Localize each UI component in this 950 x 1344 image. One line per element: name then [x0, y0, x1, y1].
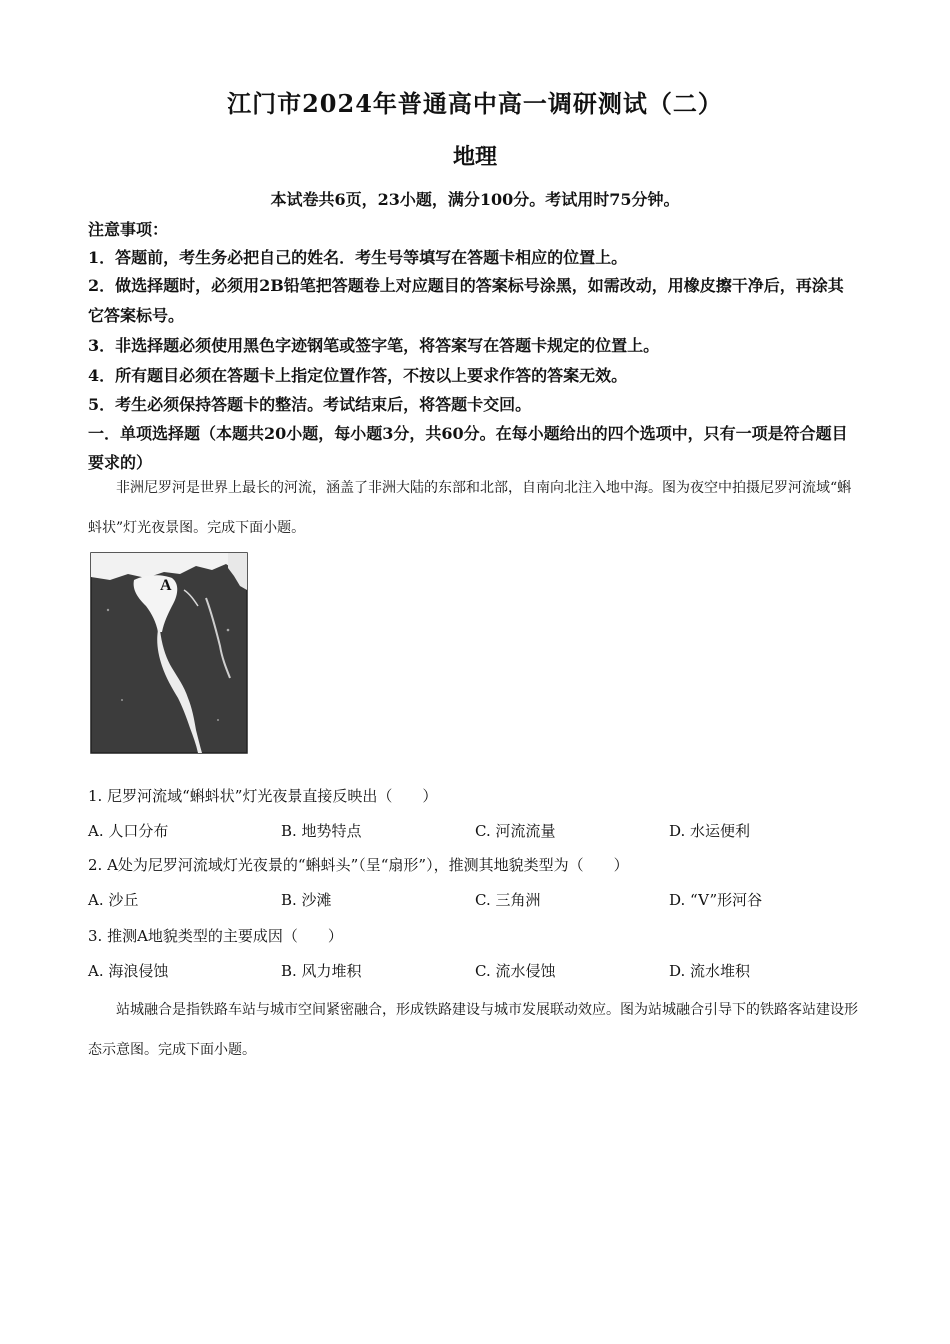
option-c[interactable]: C. 河流流量 — [475, 822, 556, 840]
passage-nile: 非洲尼罗河是世界上最长的河流，涵盖了非洲大陆的东部和北部，自南向北注入地中海。图为夜空中拍摄尼罗河流域“蝌蚪状”灯光夜景图。完成下面小题。 — [88, 480, 852, 536]
passage-station-city: 站城融合是指铁路车站与城市空间紧密融合，形成铁路建设与城市发展联动效应。图为站城融合引导下的铁路客站建设形态示意图。完成下面小题。 — [88, 1002, 858, 1058]
option-d[interactable]: D. “V”形河谷 — [669, 891, 763, 909]
notice-item: 4．所有题目必须在答题卡上指定位置作答，不按以上要求作答的答案无效。 — [88, 366, 628, 385]
option-d[interactable]: D. 水运便利 — [669, 822, 751, 840]
question-2-stem: 2. A处为尼罗河流域灯光夜景的“蝌蚪头”（呈“扇形”），推测其地貌类型为（ ） — [88, 856, 629, 874]
question-1-options — [88, 820, 888, 840]
option-b[interactable]: B. 风力堆积 — [281, 962, 362, 980]
nile-night-map — [88, 550, 250, 756]
option-c[interactable]: C. 流水侵蚀 — [475, 962, 556, 980]
option-d[interactable]: D. 流水堆积 — [669, 962, 751, 980]
question-3-stem: 3. 推测A地貌类型的主要成因（ ） — [88, 927, 343, 945]
notice-item: 5．考生必须保持答题卡的整洁。考试结束后，将答题卡交回。 — [88, 395, 532, 414]
notice-item: 2．做选择题时，必须用2B铅笔把答题卷上对应题目的答案标号涂黑，如需改动，用橡皮擦干净后，再涂其它答案标号。 — [88, 276, 844, 325]
option-a[interactable]: A. 沙丘 — [88, 891, 139, 909]
exam-meta: 本试卷共6页，23小题，满分100分。考试用时75分钟。 — [270, 190, 680, 209]
question-1-stem: 1. 尼罗河流域“蝌蚪状”灯光夜景直接反映出（ ） — [88, 787, 438, 805]
subject-title: 地理 — [452, 144, 497, 170]
option-a[interactable]: A. 人口分布 — [88, 822, 169, 840]
option-a[interactable]: A. 海浪侵蚀 — [88, 962, 169, 980]
option-c[interactable]: C. 三角洲 — [475, 891, 541, 909]
section-heading: 一．单项选择题（本题共20小题，每小题3分，共60分。在每小题给出的四个选项中，只有一项是符合题目要求的） — [88, 424, 848, 472]
option-b[interactable]: B. 地势特点 — [281, 822, 362, 840]
notice-heading: 注意事项： — [88, 220, 169, 239]
map-label-a: A — [160, 577, 172, 594]
question-2-options — [88, 889, 888, 909]
notice-item: 3．非选择题必须使用黑色字迹钢笔或签字笔，将答案写在答题卡规定的位置上。 — [88, 336, 660, 355]
question-3-options — [88, 960, 888, 980]
exam-title: 江门市2024年普通高中高一调研测试（二） — [227, 89, 723, 118]
notice-item: 1．答题前，考生务必把自己的姓名．考生号等填写在答题卡相应的位置上。 — [88, 248, 628, 267]
option-b[interactable]: B. 沙滩 — [281, 891, 332, 909]
